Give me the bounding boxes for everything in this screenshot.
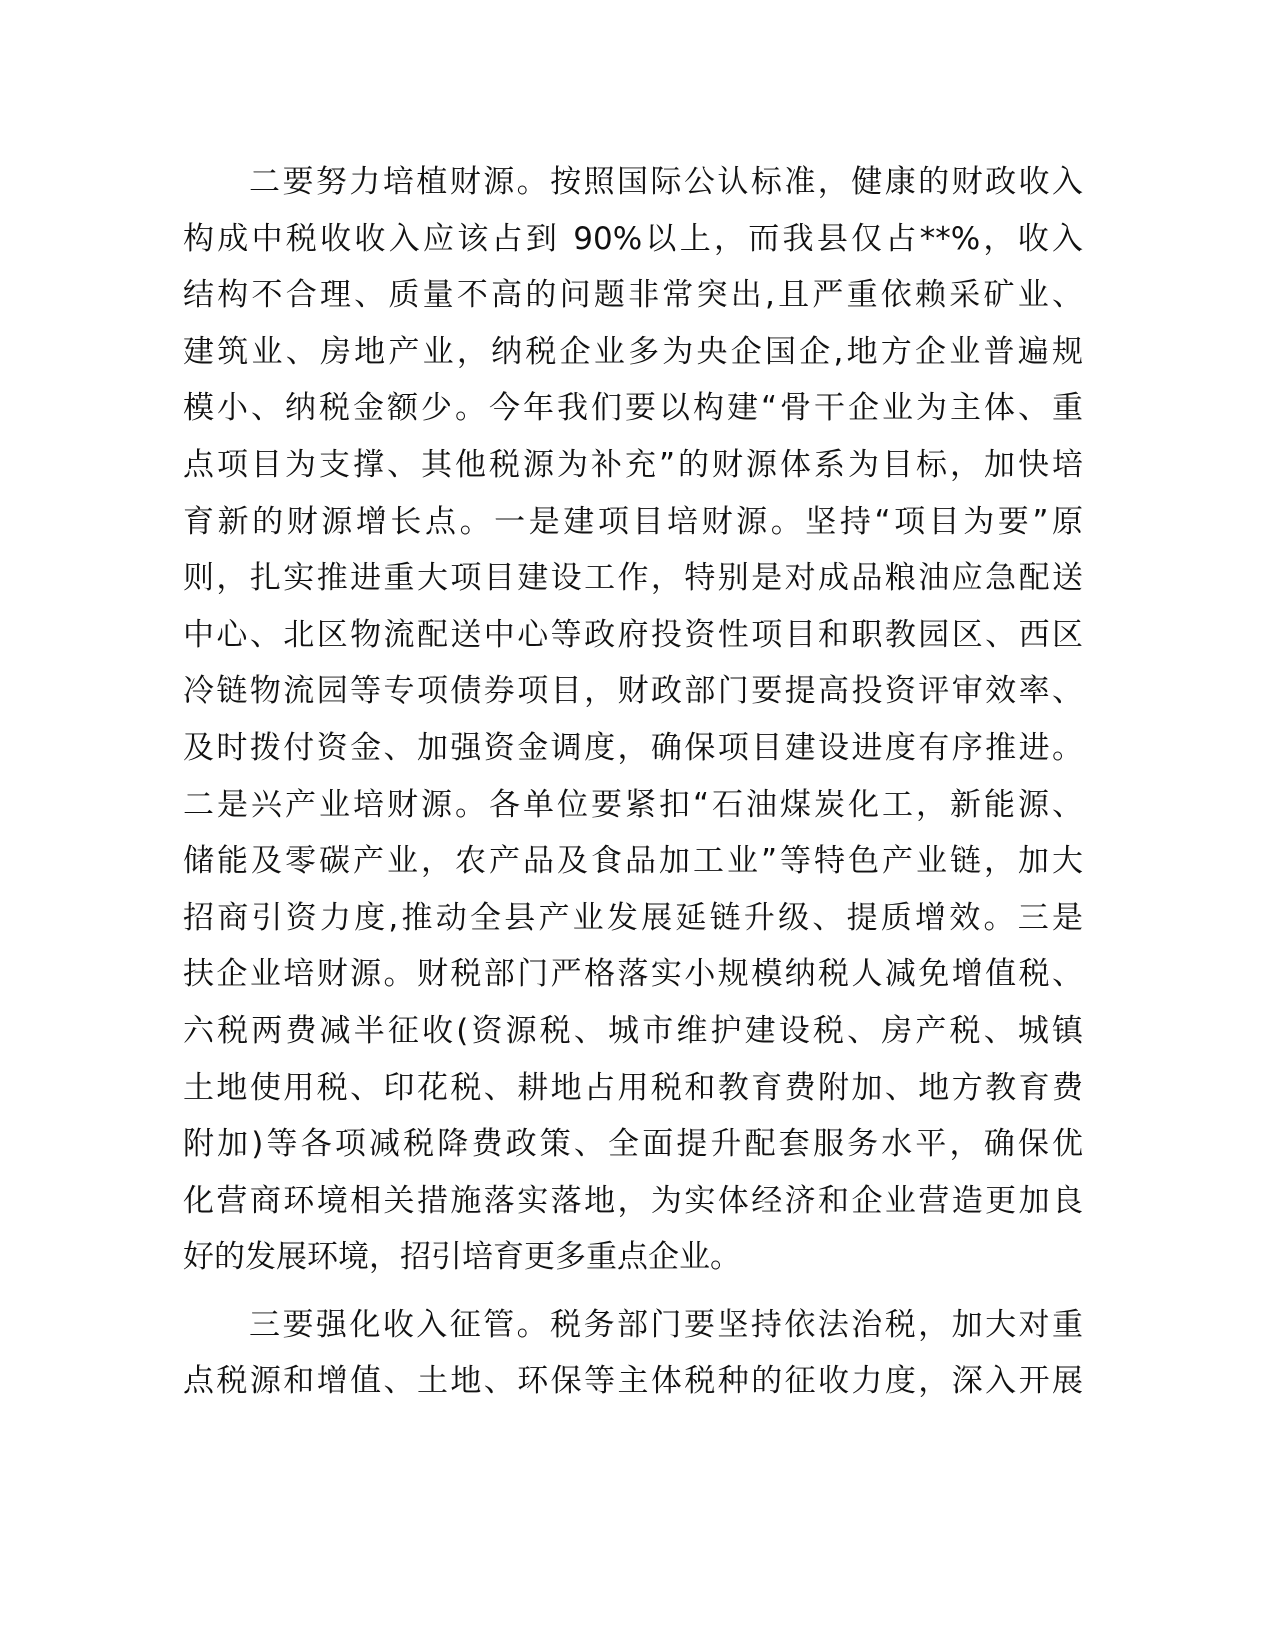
text-line: 储能及零碳产业，农产品及食品加工业”等特色产业链，加大 (183, 843, 1083, 880)
text-line: 结构不合理、质量不高的问题非常突出,且严重依赖采矿业、 (183, 277, 1083, 314)
text-line: 招商引资力度,推动全县产业发展延链升级、提质增效。三是 (183, 899, 1083, 936)
text-line: 扶企业培财源。财税部门严格落实小规模纳税人减免增值税、 (183, 956, 1083, 993)
paragraph-cultivate-revenue (183, 154, 1083, 1286)
text-line: 二是兴产业培财源。各单位要紧扣“石油煤炭化工，新能源、 (183, 786, 1083, 823)
text-line: 构成中税收收入应该占到 90%以上，而我县仅占**%，收入 (183, 220, 1083, 257)
text-line: 六税两费减半征收(资源税、城市维护建设税、房产税、城镇 (183, 1012, 1083, 1049)
text-line: 冷链物流园等专项债券项目，财政部门要提高投资评审效率、 (183, 673, 1083, 710)
text-line: 中心、北区物流配送中心等政府投资性项目和职教园区、西区 (183, 616, 1083, 653)
text-line: 点项目为支撑、其他税源为补充”的财源体系为目标，加快培 (183, 446, 1083, 483)
paragraph-strengthen-collection (183, 1297, 1083, 1410)
document-body (183, 154, 1083, 1410)
text-line: 育新的财源增长点。一是建项目培财源。坚持“项目为要”原 (183, 503, 1083, 540)
text-line: 模小、纳税金额少。今年我们要以构建“骨干企业为主体、重 (183, 390, 1083, 427)
text-line: 附加)等各项减税降费政策、全面提升配套服务水平，确保优 (183, 1126, 1083, 1163)
text-line: 化营商环境相关措施落实落地，为实体经济和企业营造更加良 (183, 1182, 1083, 1219)
text-line: 则，扎实推进重大项目建设工作，特别是对成品粮油应急配送 (183, 560, 1083, 597)
text-line: 土地使用税、印花税、耕地占用税和教育费附加、地方教育费 (183, 1069, 1083, 1106)
text-line: 及时拨付资金、加强资金调度，确保项目建设进度有序推进。 (183, 729, 1083, 766)
text-line: 三要强化收入征管。税务部门要坚持依法治税，加大对重 (249, 1306, 1083, 1343)
text-line: 点税源和增值、土地、环保等主体税种的征收力度，深入开展 (183, 1363, 1083, 1400)
text-line: 好的发展环境，招引培育更多重点企业。 (183, 1239, 741, 1276)
text-line: 二要努力培植财源。按照国际公认标准，健康的财政收入 (249, 164, 1083, 200)
text-line: 建筑业、房地产业，纳税企业多为央企国企,地方企业普遍规 (183, 333, 1083, 370)
paragraph-spacer (183, 1286, 1083, 1297)
